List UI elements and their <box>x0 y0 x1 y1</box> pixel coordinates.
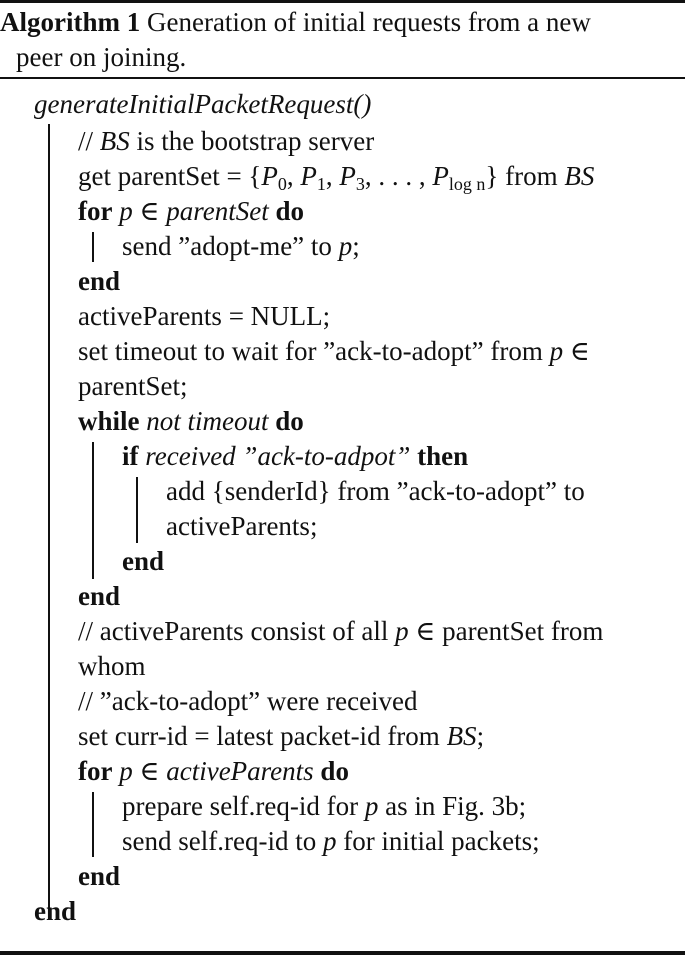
function-name: generateInitialPacketRequest() <box>34 89 372 119</box>
prepare-req-id: prepare self.req-id for p as in Fig. 3b; <box>122 791 527 821</box>
algorithm-caption <box>0 5 680 75</box>
active-parents-null: activeParents = NULL; <box>78 301 331 331</box>
end-for-1: end <box>78 266 121 296</box>
end-for-2: end <box>78 861 121 891</box>
end-if: end <box>122 546 165 576</box>
function-body-bar <box>48 124 50 909</box>
caption-text-2: peer on joining. <box>16 42 187 72</box>
for-parentset: for p ∈ parentSet do <box>78 196 304 226</box>
while-body-bar <box>92 442 94 579</box>
caption-text-1: Generation of initial requests from a new <box>146 7 591 37</box>
for-body-bar-2 <box>92 792 94 857</box>
send-adopt-me: send ”adopt-me” to p; <box>122 231 360 261</box>
caption-label: Algorithm 1 <box>0 7 141 37</box>
set-timeout: set timeout to wait for ”ack-to-adopt” from p ∈ <box>78 336 590 366</box>
parentset-cont: parentSet; <box>78 371 188 401</box>
caption-rule <box>0 77 685 79</box>
bottom-rule <box>0 951 685 955</box>
while-not-timeout: while not timeout do <box>78 406 304 436</box>
add-sender-id: add {senderId} from ”ack-to-adopt” to <box>166 476 585 506</box>
comment-bs: // BS is the bootstrap server <box>78 126 375 156</box>
active-parents-cont: activeParents; <box>166 511 318 541</box>
for-body-bar <box>92 232 94 262</box>
comment-ack-received: // ”ack-to-adopt” were received <box>78 686 418 716</box>
get-parentset: get parentSet = {$P_0$, $P_1$, $P_3$, . . . , $P_{log n}$} from BS <box>78 161 595 194</box>
set-curr-id: set curr-id = latest packet-id from BS; <box>78 721 485 751</box>
comment-active-parents: // activeParents consist of all p ∈ parentSet from <box>78 616 604 646</box>
if-body-bar <box>136 477 138 543</box>
send-req-id: send self.req-id to p for initial packets; <box>122 826 540 856</box>
for-active-parents: for p ∈ activeParents do <box>78 756 349 786</box>
comment-whom: whom <box>78 651 146 681</box>
top-rule <box>0 0 685 3</box>
end-function: end <box>34 896 77 926</box>
end-while: end <box>78 581 121 611</box>
if-received: if received ”ack-to-adpot” then <box>122 441 469 471</box>
